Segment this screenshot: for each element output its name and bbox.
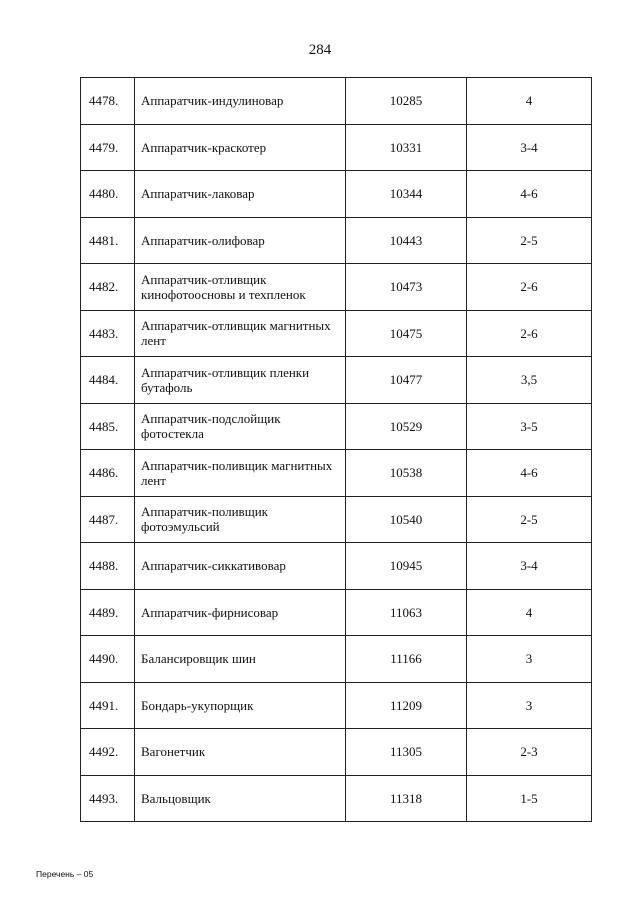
table-body bbox=[81, 78, 592, 822]
row-number: 4483. bbox=[81, 310, 135, 357]
profession-name: Аппаратчик-отливщик кинофотоосновы и техпленок bbox=[135, 264, 346, 311]
professions-table bbox=[80, 77, 592, 822]
grade-range: 3-4 bbox=[467, 543, 592, 590]
table-row bbox=[81, 78, 592, 125]
row-number: 4486. bbox=[81, 450, 135, 497]
row-number: 4478. bbox=[81, 78, 135, 125]
table-row bbox=[81, 171, 592, 218]
grade-range: 2-3 bbox=[467, 729, 592, 776]
grade-range: 3-4 bbox=[467, 124, 592, 171]
profession-code: 10475 bbox=[346, 310, 467, 357]
footer-note: Перечень – 05 bbox=[36, 869, 94, 879]
table-row bbox=[81, 310, 592, 357]
grade-range: 2-5 bbox=[467, 217, 592, 264]
table-row bbox=[81, 264, 592, 311]
profession-name: Аппаратчик-индулиновар bbox=[135, 78, 346, 125]
grade-range: 1-5 bbox=[467, 775, 592, 822]
profession-code: 10443 bbox=[346, 217, 467, 264]
row-number: 4481. bbox=[81, 217, 135, 264]
profession-code: 11305 bbox=[346, 729, 467, 776]
profession-code: 11318 bbox=[346, 775, 467, 822]
grade-range: 2-5 bbox=[467, 496, 592, 543]
row-number: 4485. bbox=[81, 403, 135, 450]
table-row bbox=[81, 217, 592, 264]
row-number: 4492. bbox=[81, 729, 135, 776]
row-number: 4479. bbox=[81, 124, 135, 171]
row-number: 4480. bbox=[81, 171, 135, 218]
row-number: 4487. bbox=[81, 496, 135, 543]
grade-range: 3,5 bbox=[467, 357, 592, 404]
grade-range: 4-6 bbox=[467, 450, 592, 497]
row-number: 4489. bbox=[81, 589, 135, 636]
table-row bbox=[81, 775, 592, 822]
profession-name: Аппаратчик-лаковар bbox=[135, 171, 346, 218]
profession-name: Вагонетчик bbox=[135, 729, 346, 776]
table-row bbox=[81, 636, 592, 683]
profession-name: Аппаратчик-поливщик фотоэмульсий bbox=[135, 496, 346, 543]
table-row bbox=[81, 403, 592, 450]
profession-code: 11209 bbox=[346, 682, 467, 729]
profession-code: 10473 bbox=[346, 264, 467, 311]
profession-name: Аппаратчик-отливщик магнитных лент bbox=[135, 310, 346, 357]
profession-name: Аппаратчик-сиккативовар bbox=[135, 543, 346, 590]
profession-code: 10945 bbox=[346, 543, 467, 590]
profession-name: Аппаратчик-поливщик магнитных лент bbox=[135, 450, 346, 497]
profession-name: Бондарь-укупорщик bbox=[135, 682, 346, 729]
row-number: 4488. bbox=[81, 543, 135, 590]
table-row bbox=[81, 496, 592, 543]
profession-code: 10477 bbox=[346, 357, 467, 404]
profession-code: 10538 bbox=[346, 450, 467, 497]
grade-range: 2-6 bbox=[467, 264, 592, 311]
table-row bbox=[81, 543, 592, 590]
grade-range: 4 bbox=[467, 78, 592, 125]
profession-code: 10540 bbox=[346, 496, 467, 543]
table-row bbox=[81, 682, 592, 729]
profession-code: 10344 bbox=[346, 171, 467, 218]
profession-name: Балансировщик шин bbox=[135, 636, 346, 683]
profession-code: 11166 bbox=[346, 636, 467, 683]
row-number: 4482. bbox=[81, 264, 135, 311]
grade-range: 3 bbox=[467, 636, 592, 683]
row-number: 4484. bbox=[81, 357, 135, 404]
row-number: 4490. bbox=[81, 636, 135, 683]
profession-name: Аппаратчик-краскотер bbox=[135, 124, 346, 171]
table-row bbox=[81, 357, 592, 404]
table-row bbox=[81, 589, 592, 636]
grade-range: 4-6 bbox=[467, 171, 592, 218]
profession-name: Аппаратчик-подслойщик фотостекла bbox=[135, 403, 346, 450]
profession-code: 11063 bbox=[346, 589, 467, 636]
grade-range: 3 bbox=[467, 682, 592, 729]
profession-name: Вальцовщик bbox=[135, 775, 346, 822]
table-row bbox=[81, 729, 592, 776]
profession-code: 10331 bbox=[346, 124, 467, 171]
profession-name: Аппаратчик-фирнисовар bbox=[135, 589, 346, 636]
page-number: 284 bbox=[308, 42, 332, 58]
profession-name: Аппаратчик-отливщик пленки бутафоль bbox=[135, 357, 346, 404]
row-number: 4493. bbox=[81, 775, 135, 822]
table-row bbox=[81, 124, 592, 171]
profession-name: Аппаратчик-олифовар bbox=[135, 217, 346, 264]
row-number: 4491. bbox=[81, 682, 135, 729]
grade-range: 4 bbox=[467, 589, 592, 636]
profession-code: 10529 bbox=[346, 403, 467, 450]
profession-code: 10285 bbox=[346, 78, 467, 125]
table-row bbox=[81, 450, 592, 497]
grade-range: 2-6 bbox=[467, 310, 592, 357]
grade-range: 3-5 bbox=[467, 403, 592, 450]
